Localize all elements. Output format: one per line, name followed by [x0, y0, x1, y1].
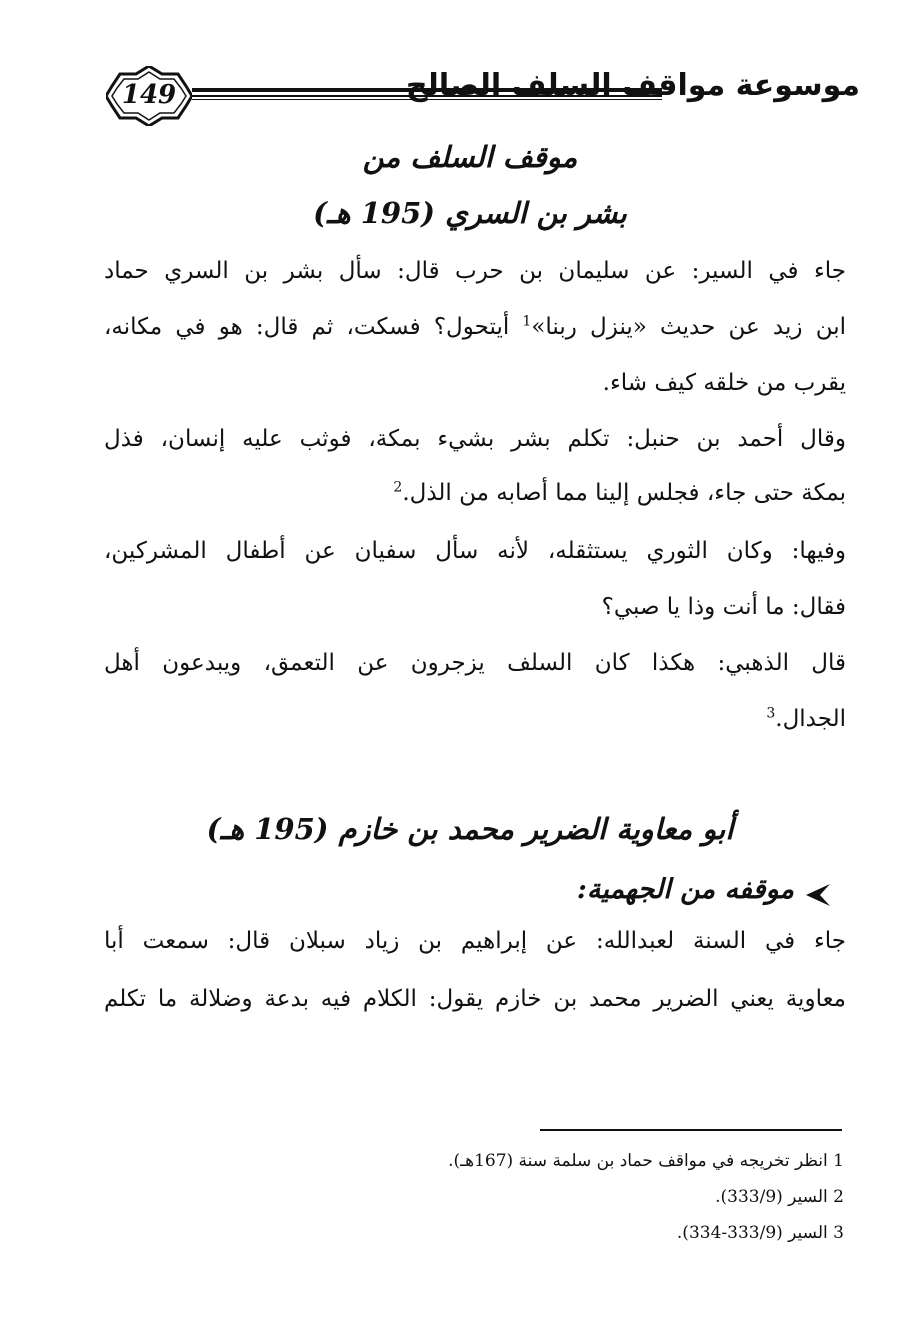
- text-line: يقرب من خلقه كيف شاء.: [602, 370, 846, 396]
- text-line: بمكة حتى جاء، فجلس إلينا مما أصابه من الذل.$^2$: [393, 479, 846, 506]
- series-title: موسوعة مواقف السلف الصالح: [405, 68, 860, 103]
- footnote-3: 3 السير (333/9-334).: [676, 1223, 844, 1243]
- text-line: قال الذهبي: هكذا كان السلف يزجرون عن التعمق، ويبدعون أهل: [104, 650, 846, 676]
- section2-title: أبو معاوية الضرير محمد بن خازم (195 هـ): [206, 812, 734, 846]
- section2-subtitle: موقفه من الجهمية:: [576, 874, 794, 905]
- footnote-ref[interactable]: 1: [522, 313, 532, 330]
- text-line: فقال: ما أنت وذا يا صبي؟: [601, 594, 846, 620]
- text-line: جاء في السنة لعبدالله: عن إبراهيم بن زياد سبلان قال: سمعت أبا: [104, 928, 846, 954]
- footnote-1: 1 انظر تخريجه في مواقف حماد بن سلمة سنة (167هـ).: [448, 1151, 844, 1171]
- text-line: جاء في السير: عن سليمان بن حرب قال: سأل بشر بن السري حماد: [104, 258, 846, 284]
- arrow-bullet-icon: [802, 882, 832, 908]
- page-number-badge: [106, 66, 192, 126]
- text-line: وقال أحمد بن حنبل: تكلم بشر بشيء بمكة، فوثب عليه إنسان، فذل: [104, 426, 846, 452]
- footnote-ref[interactable]: 3: [766, 705, 776, 722]
- text-line: ابن زيد عن حديث «ينزل ربنا»$^1$ أيتحول؟ فسكت، ثم قال: هو في مكانه،: [104, 313, 846, 340]
- footnote-separator: [540, 1129, 842, 1131]
- text-line: الجدال.$^3$: [766, 705, 846, 732]
- section-title-line2: بشر بن السري (195 هـ): [313, 196, 627, 230]
- page-number: 149: [121, 80, 177, 110]
- footnote-ref[interactable]: 2: [393, 479, 403, 496]
- footnote-2: 2 السير (333/9).: [715, 1187, 844, 1207]
- text-line: وفيها: وكان الثوري يستثقله، لأنه سأل سفيان عن أطفال المشركين،: [104, 538, 846, 564]
- section-title-line1: موقف السلف من: [362, 140, 578, 174]
- text-line: معاوية يعني الضرير محمد بن خازم يقول: الكلام فيه بدعة وضلالة ما تكلم: [104, 986, 846, 1012]
- page-header: [100, 62, 860, 132]
